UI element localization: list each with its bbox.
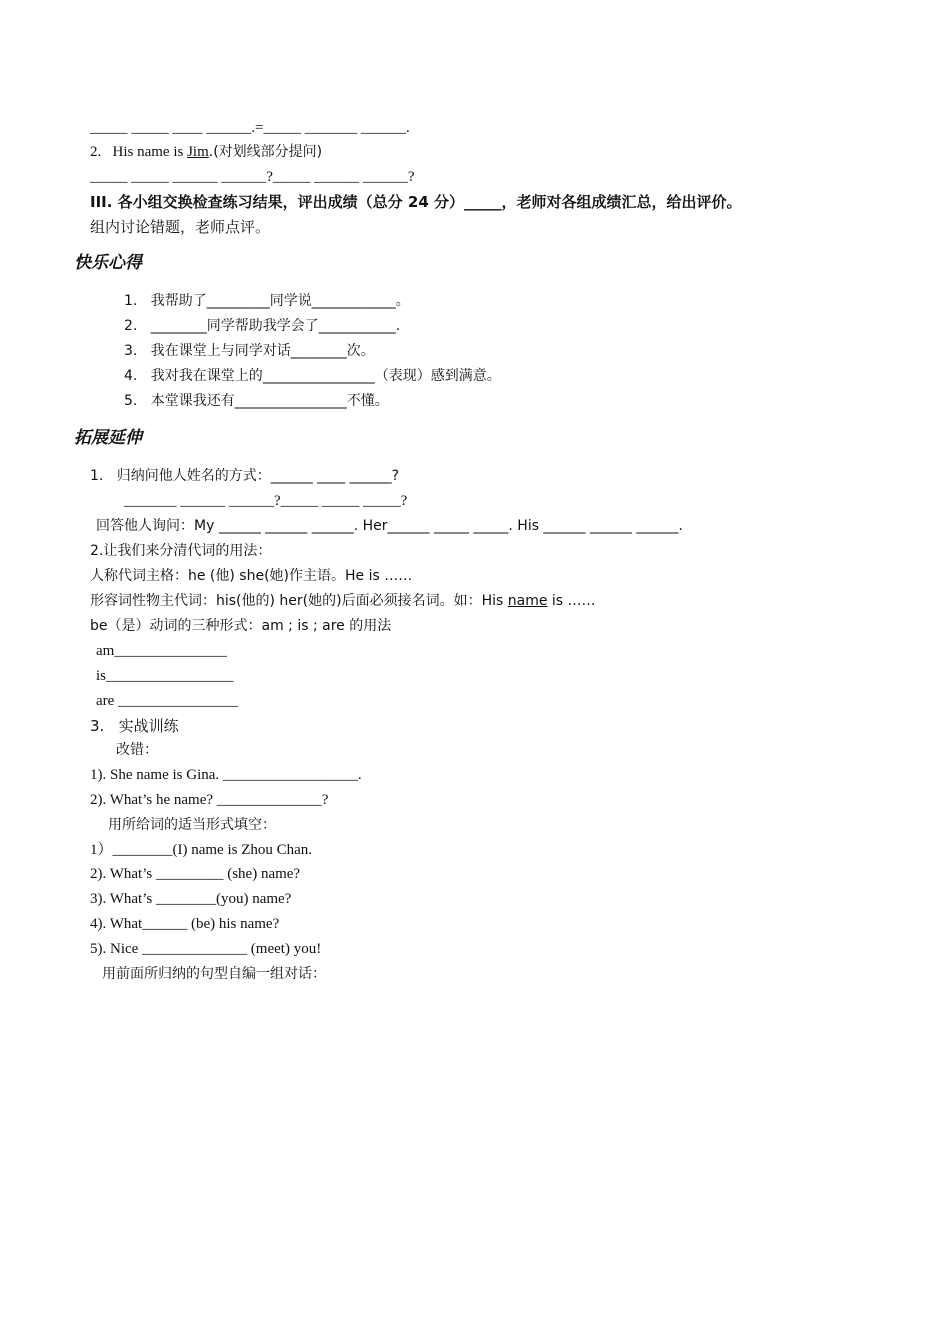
extend-line: 3). What’s ________(you) name?: [90, 891, 292, 907]
extend-line: be（是）动词的三种形式：am ; is ; are 的用法: [90, 618, 392, 634]
happy-item: 3. 我在课堂上与同学对话________次。: [124, 343, 375, 359]
happy-item: 2. ________同学帮助我学会了___________.: [124, 318, 401, 334]
extend-line: 回答他人询问：My ______ ______ ______. Her______ _____ _____. His ______ ______ ______.: [96, 518, 683, 534]
happy-item: 5. 本堂课我还有________________不懂。: [124, 393, 389, 409]
extend-section-title: 拓展延伸: [74, 428, 142, 448]
underlined-word: Jim: [187, 144, 209, 160]
extend-line: am_______________: [96, 643, 227, 659]
discussion-note: 组内讨论错题，老师点评。: [90, 218, 271, 236]
question-2: [90, 142, 322, 162]
extend-line: 用前面所归纳的句型自编一组对话：: [102, 966, 326, 982]
extend-line: _______ ______ ______?_____ _____ _____?: [124, 493, 408, 509]
section-iii-instruction: III. 各小组交换检查练习结果，评出成绩（总分 24 分）_____，老师对各组成绩汇总，给出评价。: [90, 193, 742, 211]
extend-line: 1. 归纳问他人姓名的方式：______ ____ ______?: [90, 468, 400, 484]
possessive-pronoun-line: [90, 591, 596, 611]
possessive-text: 形容词性物主代词：his(他的) her(她的)后面必须接名词。如：His: [90, 593, 508, 609]
extend-line: 4). What______ (be) his name?: [90, 916, 280, 932]
extend-line: 用所给词的适当形式填空：: [108, 817, 276, 833]
answer-blanks-2: _____ _____ ______ ______?_____ ______ ______?: [90, 169, 415, 185]
extend-line: 2.让我们来分清代词的用法：: [90, 543, 272, 559]
underlined-word: name: [507, 593, 548, 609]
extend-line: 3. 实战训练: [90, 717, 179, 735]
happy-section-title: 快乐心得: [74, 253, 142, 273]
happy-item: 4. 我对我在课堂上的________________（表现）感到满意。: [124, 368, 501, 384]
extend-line: 改错：: [116, 742, 158, 758]
question-2-instruction: .(对划线部分提问): [208, 144, 323, 160]
extend-line: is_________________: [96, 668, 234, 684]
question-2-text: 2. His name is: [90, 144, 188, 160]
extend-line: 2). What’s _________ (she) name?: [90, 866, 301, 882]
answer-blanks-1: _____ _____ ____ ______.=_____ _______ ______.: [90, 120, 410, 136]
happy-item: 1. 我帮助了_________同学说____________。: [124, 293, 410, 309]
extend-line: are ________________: [96, 693, 239, 709]
extend-line: 5). Nice ______________ (meet) you!: [90, 941, 322, 957]
extend-line: 1）________(I) name is Zhou Chan.: [90, 842, 313, 858]
extend-line: 2). What’s he name? ______________?: [90, 792, 329, 808]
extend-line: 1). She name is Gina. __________________.: [90, 767, 362, 783]
extend-line: 人称代词主格：he (他) she(她)作主语。He is ……: [90, 568, 413, 584]
possessive-text-end: is ……: [547, 593, 596, 609]
